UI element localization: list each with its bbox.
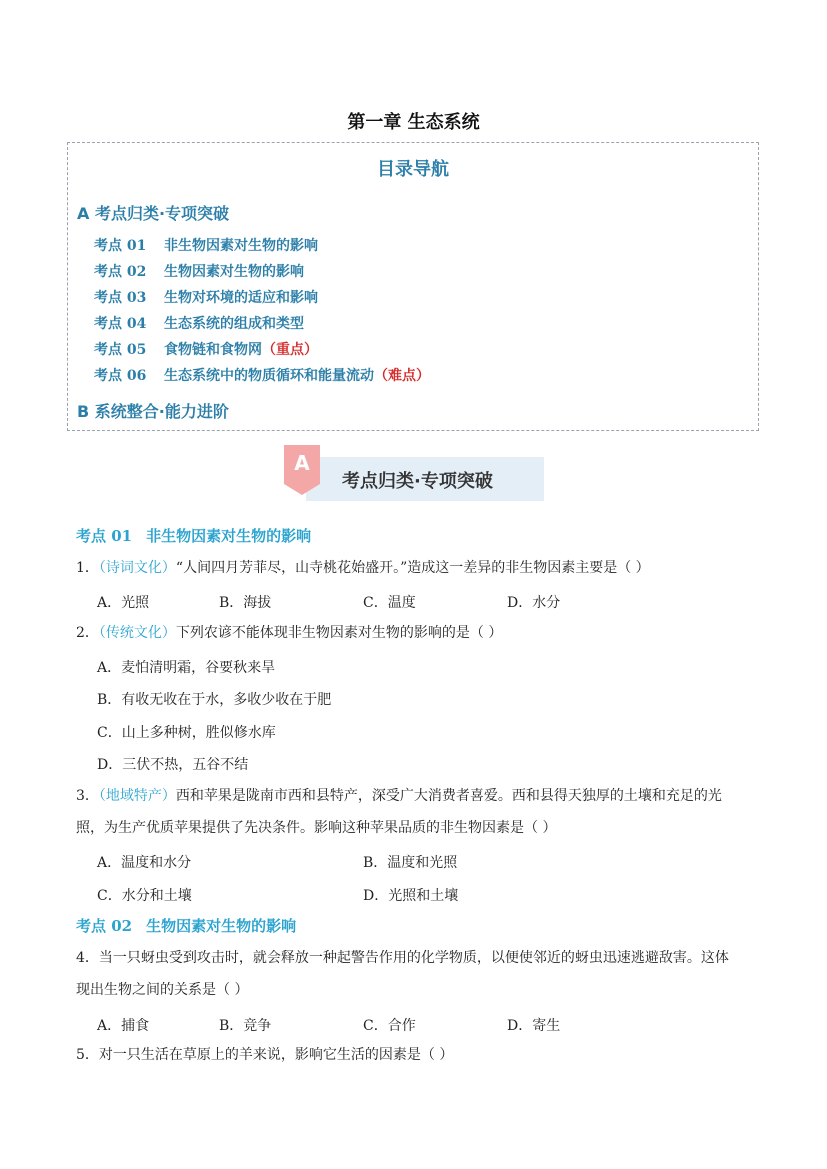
toc-item-code: 考点 02 xyxy=(94,264,147,280)
question-text: 对一只生活在草原上的羊来说，影响它生活的因素是（ ） xyxy=(98,1047,454,1063)
toc-title: 目录导航 xyxy=(377,159,449,180)
toc-item-code: 考点 06 xyxy=(94,368,147,384)
question-number: 3． xyxy=(76,788,99,804)
section-heading xyxy=(76,525,311,546)
section-banner xyxy=(284,445,544,505)
toc-section-a[interactable]: A 考点归类·专项突破 xyxy=(77,204,230,223)
toc-item-text: 生物因素对生物的影响 xyxy=(164,264,304,280)
banner-text: 考点归类·专项突破 xyxy=(342,471,493,492)
option[interactable]: B．竞争 xyxy=(219,1018,272,1034)
toc-item[interactable] xyxy=(94,285,430,311)
question-tag: （诗词文化） xyxy=(98,560,176,576)
toc-item[interactable] xyxy=(94,363,430,389)
option[interactable]: D．光照和土壤 xyxy=(363,888,459,904)
page-title: 第一章 生态系统 xyxy=(347,112,480,133)
toc-item-text: 食物链和食物网 xyxy=(164,342,262,358)
toc-item-code: 考点 04 xyxy=(94,316,147,332)
option[interactable]: C．山上多种树，胜似修水库 xyxy=(97,725,276,741)
option[interactable]: C．温度 xyxy=(363,595,416,611)
option[interactable]: C．水分和土壤 xyxy=(97,888,192,904)
question-4 xyxy=(76,942,756,1006)
banner-badge-letter: A xyxy=(294,451,310,475)
question-text: 下列农谚不能体现非生物因素对生物的影响的是（ ） xyxy=(175,625,503,641)
option[interactable]: D．三伏不热，五谷不结 xyxy=(97,757,249,773)
toc-item-code: 考点 03 xyxy=(94,290,147,306)
question-1 xyxy=(76,552,756,584)
section-title: 非生物因素对生物的影响 xyxy=(146,527,312,545)
option[interactable]: B．海拔 xyxy=(219,595,272,611)
question-tag: （传统文化） xyxy=(98,625,176,641)
toc-item[interactable] xyxy=(94,311,430,337)
option[interactable]: A．麦怕清明霜，谷要秋来旱 xyxy=(97,660,276,676)
question-2 xyxy=(76,617,756,649)
question-text-line1: 当一只蚜虫受到攻击时，就会释放一种起警告作用的化学物质，以便使邻近的蚜虫迅速逃避敌害。这体 xyxy=(98,950,729,966)
toc-items xyxy=(94,233,430,389)
question-text: “人间四月芳菲尽，山寺桃花始盛开。”造成这一差异的非生物因素主要是（ ） xyxy=(175,560,650,576)
toc-item[interactable] xyxy=(94,259,430,285)
option[interactable]: B．温度和光照 xyxy=(363,855,458,871)
toc-item-code: 考点 01 xyxy=(94,238,147,254)
section-title: 生物因素对生物的影响 xyxy=(146,917,297,935)
toc-item-code: 考点 05 xyxy=(94,342,147,358)
toc-item-text: 生物对环境的适应和影响 xyxy=(164,290,318,306)
question-tag: （地域特产） xyxy=(98,788,176,804)
section-code: 考点 01 xyxy=(76,527,133,545)
toc-item-text: 生态系统的组成和类型 xyxy=(164,316,304,332)
option[interactable]: A．温度和水分 xyxy=(97,855,192,871)
question-number: 1． xyxy=(76,560,99,576)
question-number: 2． xyxy=(76,625,99,641)
question-3 xyxy=(76,780,756,844)
option[interactable]: A．光照 xyxy=(97,595,150,611)
option[interactable]: C．合作 xyxy=(363,1018,416,1034)
question-number: 4． xyxy=(76,950,99,966)
toc-item-text: 非生物因素对生物的影响 xyxy=(164,238,318,254)
section-code: 考点 02 xyxy=(76,917,133,935)
option[interactable]: D．寄生 xyxy=(507,1018,561,1034)
option[interactable]: B．有收无收在于水，多收少收在于肥 xyxy=(97,692,332,708)
toc-item-tag: （重点） xyxy=(262,342,318,358)
question-text-line1: 西和苹果是陇南市西和县特产，深受广大消费者喜爱。西和县得天独厚的土壤和充足的光 xyxy=(175,788,722,804)
question-text-line2: 现出生物之间的关系是（ ） xyxy=(76,982,249,998)
option[interactable]: D．水分 xyxy=(507,595,561,611)
toc-item[interactable] xyxy=(94,337,430,363)
section-heading xyxy=(76,915,296,936)
question-text-line2: 照，为生产优质苹果提供了先决条件。影响这种苹果品质的非生物因素是（ ） xyxy=(76,820,557,836)
toc-section-b[interactable]: B 系统整合·能力进阶 xyxy=(77,402,229,421)
option[interactable]: A．捕食 xyxy=(97,1018,150,1034)
toc-item[interactable] xyxy=(94,233,430,259)
toc-item-tag: （难点） xyxy=(374,368,430,384)
question-5 xyxy=(76,1039,756,1071)
question-number: 5． xyxy=(76,1047,99,1063)
toc-box xyxy=(67,142,759,431)
toc-item-text: 生态系统中的物质循环和能量流动 xyxy=(164,368,374,384)
